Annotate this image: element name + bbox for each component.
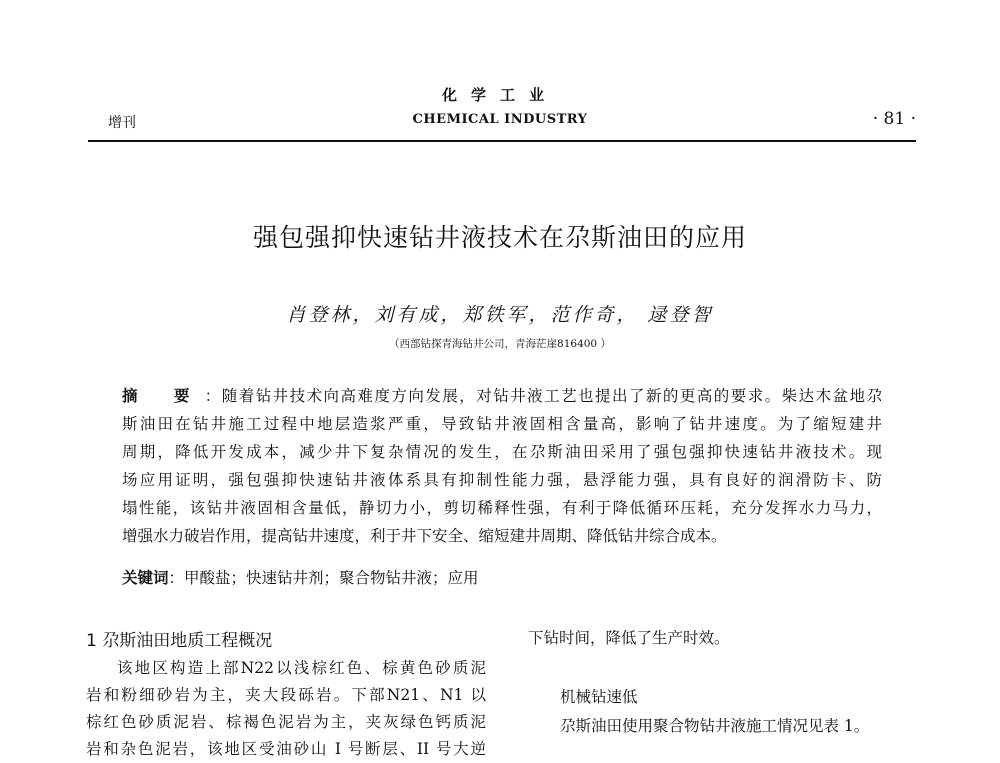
body-line: 该地区构造上部N22以浅棕红色、棕黄色砂质泥 bbox=[117, 659, 486, 677]
keywords-label: 关键词 bbox=[122, 568, 169, 587]
abstract bbox=[122, 382, 882, 550]
abstract-line: 场应用证明，强包强抑快速钻井液体系具有抑制性能力强，悬浮能力强，具有良好的润滑防卡、防 bbox=[122, 471, 882, 489]
abstract-line: 增强水力破岩作用，提高钻井速度，利于井下安全、缩短建井周期、降低钻井综合成本。 bbox=[122, 527, 727, 545]
page-number: · 81 · bbox=[872, 109, 916, 129]
affiliation: （西部钻探青海钻井公司，青海茫崖816400 ） bbox=[389, 338, 611, 350]
right-column-subheading: 机械钻速低 bbox=[560, 688, 638, 706]
right-column-line: 下钻时间，降低了生产时效。 bbox=[528, 629, 730, 647]
author-list: 肖登林，刘有成，郑铁军，范作奇， 逯登智 bbox=[286, 304, 714, 326]
body-line: 棕红色砂质泥岩、棕褐色泥岩为主，夹灰绿色钙质泥 bbox=[86, 713, 486, 731]
abstract-label: 摘 要 bbox=[122, 386, 205, 405]
abstract-text: ：随着钻井技术向高难度方向发展，对钻井液工艺也提出了新的更高的要求。柴达木盆地尕 bbox=[204, 387, 882, 405]
right-column-line: 尕斯油田使用聚合物钻井液施工情况见表 1。 bbox=[560, 717, 870, 735]
header-rule bbox=[88, 140, 916, 142]
journal-title-english: CHEMICAL INDUSTRY bbox=[412, 112, 588, 127]
section-heading: 1 尕斯油田地质工程概况 bbox=[86, 631, 273, 651]
abstract-line: 斯油田在钻井施工过程中地层造浆严重，导致钻井液固相含量高，影响了钻井速度。为了缩短建井 bbox=[122, 415, 882, 433]
supplement-label: 增刊 bbox=[108, 115, 136, 131]
abstract-line: 塌性能，该钻井液固相含量低，静切力小，剪切稀释性强，有利于降低循环压耗，充分发挥水力马力， bbox=[122, 499, 882, 517]
abstract-line: 周期，降低开发成本，减少井下复杂情况的发生，在尕斯油田采用了强包强抑快速钻井液技术。现 bbox=[122, 443, 882, 461]
keywords-text: ：甲酸盐；快速钻井剂；聚合物钻井液；应用 bbox=[168, 569, 479, 587]
body-line: 岩和粉细砂岩为主，夹大段砾岩。下部N21、N1 以 bbox=[86, 686, 486, 704]
body-line: 岩和杂色泥岩，该地区受油砂山 I 号断层、II 号大逆 bbox=[86, 740, 486, 758]
keywords bbox=[122, 564, 479, 592]
abstract-line bbox=[122, 382, 882, 410]
paper-title: 强包强抑快速钻井液技术在尕斯油田的应用 bbox=[252, 223, 747, 252]
section-body bbox=[86, 655, 486, 763]
journal-title-chinese: 化学工业 bbox=[441, 86, 558, 104]
